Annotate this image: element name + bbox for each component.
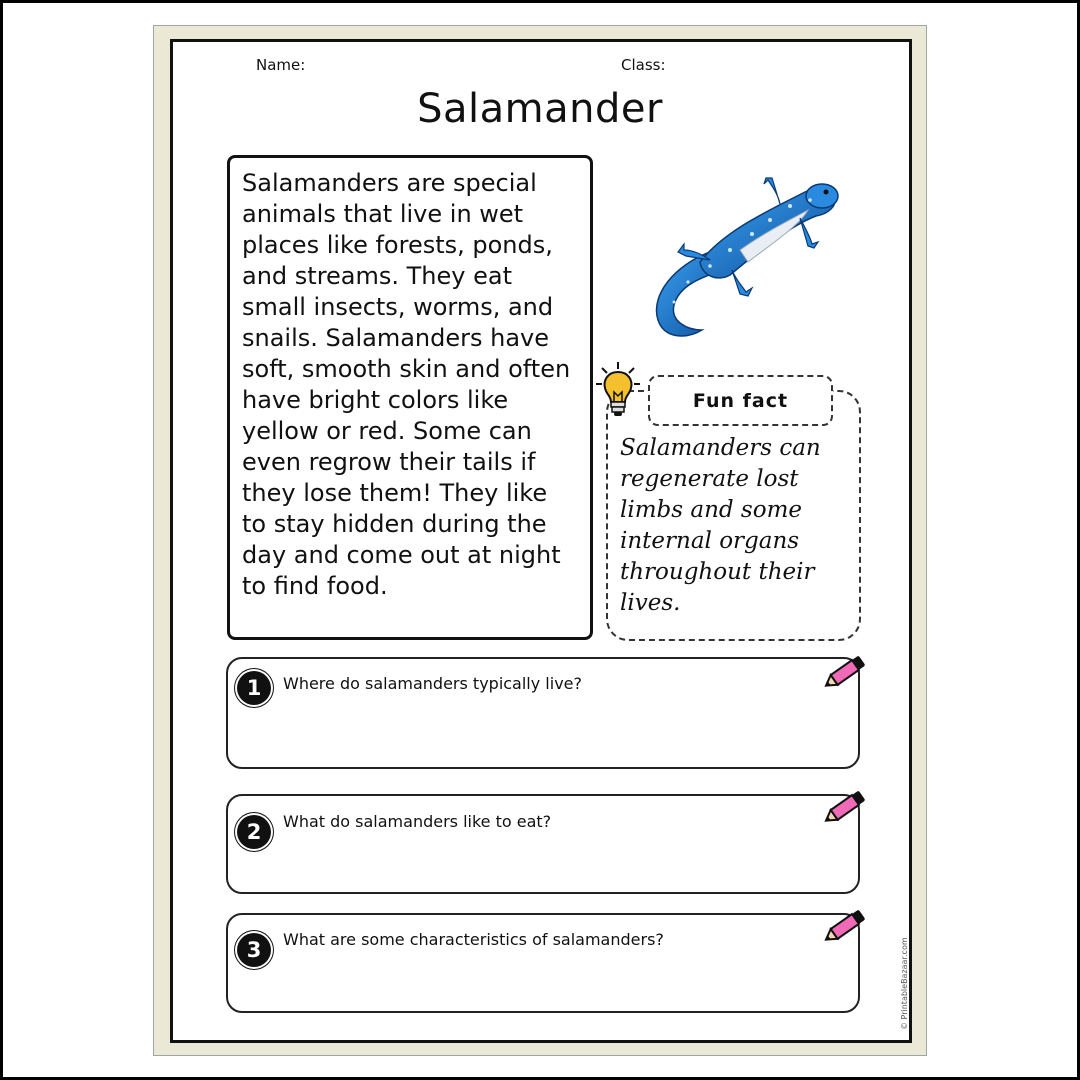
pencil-icon: [818, 785, 870, 831]
question-number-1: 1: [237, 671, 271, 705]
answer-box-2[interactable]: [226, 794, 860, 894]
page-title: Salamander: [417, 86, 663, 132]
class-label: Class:: [621, 56, 666, 74]
reading-passage-box: [227, 155, 593, 640]
answer-box-3[interactable]: [226, 913, 860, 1013]
name-label: Name:: [256, 56, 306, 74]
reading-passage-text: Salamanders are special animals that live in wet places like forests, ponds, and streams. They eat small insects, worms, and snails. Salamanders have soft, smooth skin and often have bright colors like yellow or red. Some can even regrow their tails if they lose them! They like to stay hidden during the day and come out at night to find food.: [242, 169, 571, 600]
pencil-icon: [818, 650, 870, 696]
question-number-3: 3: [237, 933, 271, 967]
question-number-2: 2: [237, 815, 271, 849]
credit-text: © PrintableBazaar.com: [900, 937, 909, 1030]
fun-fact-text: Salamanders can regenerate lost limbs and some internal organs throughout their lives.: [620, 435, 821, 616]
question-text-1: Where do salamanders typically live?: [283, 674, 582, 693]
fun-fact-heading: Fun fact: [648, 375, 833, 426]
lightbulb-icon: [594, 360, 642, 422]
pencil-icon: [818, 904, 870, 950]
question-text-2: What do salamanders like to eat?: [283, 812, 552, 831]
question-text-3: What are some characteristics of salamanders?: [283, 930, 664, 949]
salamander-illustration: [640, 170, 840, 345]
